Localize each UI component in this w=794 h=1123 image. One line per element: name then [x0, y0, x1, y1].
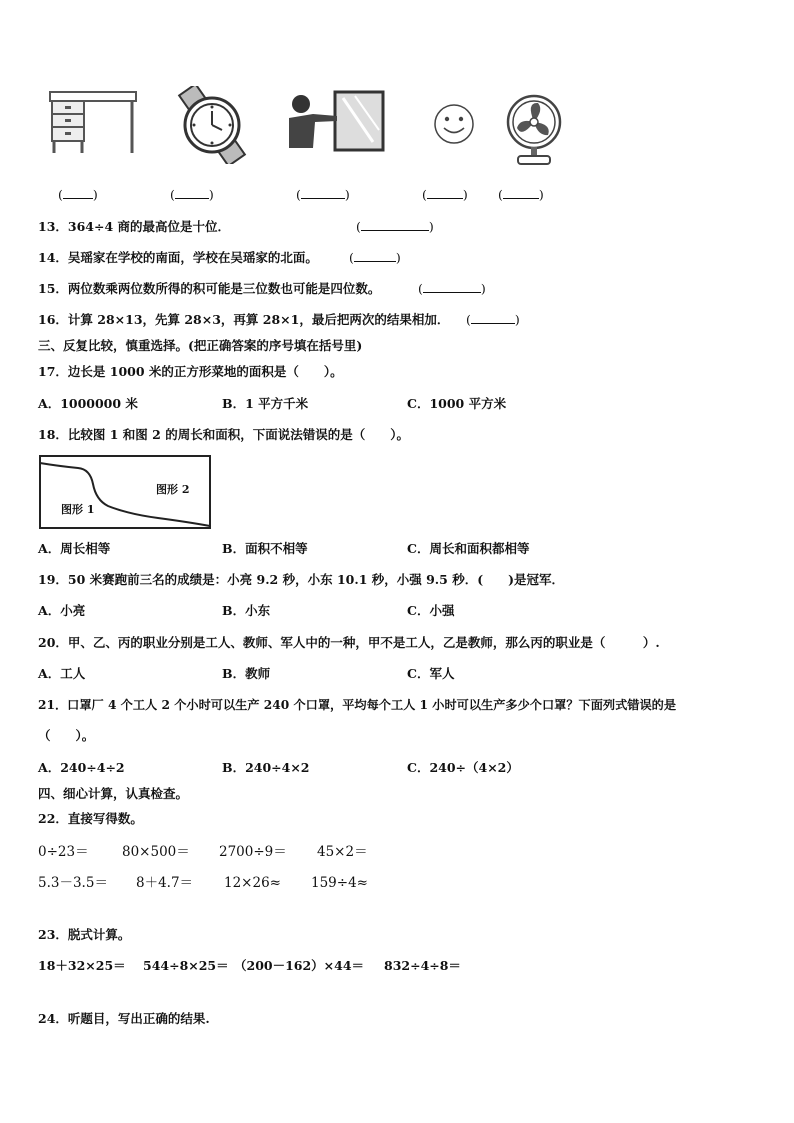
option-20-c[interactable]: C．军人	[407, 666, 455, 681]
option-19-b[interactable]: B．小东	[222, 603, 271, 618]
picture-blank-3[interactable]	[296, 186, 350, 202]
figure-1-label: 图形 1	[61, 503, 95, 516]
question-21-line-2: （ ）。	[38, 728, 95, 743]
calc-22-5: 5.3－3.5＝	[38, 875, 108, 891]
question-24: 24．听题目，写出正确的结果.	[38, 1011, 210, 1026]
blank-close: )	[538, 187, 544, 202]
question-15: 15．两位数乘两位数所得的积可能是三位数也可能是四位数。	[38, 281, 381, 296]
blank-close: )	[208, 187, 214, 202]
calc-23-3: （200－162）×44＝	[234, 958, 365, 973]
blank-close: )	[344, 187, 350, 202]
option-20-b[interactable]: B．教师	[222, 666, 271, 681]
question-22: 22．直接写得数。	[38, 811, 143, 826]
blank-open: (	[466, 312, 471, 327]
question-17: 17．边长是 1000 米的正方形菜地的面积是（ ）。	[38, 364, 343, 379]
blank-open: (	[356, 219, 361, 234]
question-16: 16．计算 28×13，先算 28×3，再算 28×1，最后把两次的结果相加．	[38, 312, 450, 327]
blank-close: )	[395, 250, 401, 265]
desk-icon	[48, 90, 140, 156]
calc-22-3: 2700÷9＝	[219, 844, 287, 860]
blank-close: )	[428, 219, 434, 234]
blank-close: )	[92, 187, 98, 202]
question-14: 14．吴瑶家在学校的南面，学校在吴瑶家的北面。	[38, 250, 318, 265]
answer-blank-13[interactable]	[356, 218, 434, 234]
blank-open: (	[58, 187, 63, 202]
blank-close: )	[480, 281, 486, 296]
picture-blank-4[interactable]	[422, 186, 468, 202]
calc-22-8: 159÷4≈	[311, 875, 368, 891]
section-3-heading: 三、反复比较，慎重选择。(把正确答案的序号填在括号里)	[38, 338, 363, 353]
calc-22-2: 80×500＝	[122, 844, 190, 860]
calc-22-6: 8＋4.7＝	[136, 875, 194, 891]
question-20: 20．甲、乙、丙的职业分别是工人、教师、军人中的一种，甲不是工人，乙是教师，那么丙的职业是（ ）.	[38, 635, 660, 650]
section-4-heading: 四、细心计算，认真检查。	[38, 786, 189, 801]
blank-close: )	[462, 187, 468, 202]
calc-22-1: 0÷23＝	[38, 844, 89, 860]
blank-close: )	[514, 312, 520, 327]
blank-open: (	[170, 187, 175, 202]
blank-open: (	[422, 187, 427, 202]
calc-23-1: 18＋32×25＝	[38, 958, 126, 973]
option-18-a[interactable]: A．周长相等	[38, 541, 111, 556]
figure-2-label: 图形 2	[156, 483, 190, 496]
answer-blank-16[interactable]	[466, 311, 520, 327]
option-17-c[interactable]: C．1000 平方米	[407, 396, 507, 411]
question-19: 19．50 米赛跑前三名的成绩是：小亮 9.2 秒，小东 10.1 秒，小强 9.5 秒．( )是冠军．	[38, 572, 565, 587]
question-13: 13．364÷4 商的最高位是十位．	[38, 219, 231, 234]
blank-open: (	[349, 250, 354, 265]
option-21-a[interactable]: A．240÷4÷2	[38, 760, 125, 775]
option-18-b[interactable]: B．面积不相等	[222, 541, 308, 556]
picture-blank-5[interactable]	[498, 186, 544, 202]
question-18: 18．比较图 1 和图 2 的周长和面积，下面说法错误的是（ ）。	[38, 427, 409, 442]
calc-22-4: 45×2＝	[317, 844, 368, 860]
blank-open: (	[498, 187, 503, 202]
option-17-b[interactable]: B．1 平方千米	[222, 396, 309, 411]
option-20-a[interactable]: A．工人	[38, 666, 86, 681]
calc-23-2: 544÷8×25＝	[143, 958, 229, 973]
answer-blank-14[interactable]	[349, 249, 401, 265]
calc-22-7: 12×26≈	[224, 875, 281, 891]
option-19-a[interactable]: A．小亮	[38, 603, 86, 618]
blank-open: (	[418, 281, 423, 296]
window-person-icon	[281, 90, 387, 154]
option-21-b[interactable]: B．240÷4×2	[222, 760, 310, 775]
option-19-c[interactable]: C．小强	[407, 603, 455, 618]
option-18-c[interactable]: C．周长和面积都相等	[407, 541, 530, 556]
question-21-line-1: 21．口罩厂 4 个工人 2 个小时可以生产 240 个口罩，平均每个工人 1 小时可以生产多少个口罩？下面列式错误的是	[38, 698, 677, 712]
blank-open: (	[296, 187, 301, 202]
question-23: 23．脱式计算。	[38, 927, 131, 942]
answer-blank-15[interactable]	[418, 280, 486, 296]
option-17-a[interactable]: A．1000000 米	[38, 396, 138, 411]
smiley-icon	[432, 102, 476, 146]
option-21-c[interactable]: C．240÷（4×2）	[407, 760, 519, 775]
picture-blank-2[interactable]	[170, 186, 214, 202]
watch-icon	[166, 86, 258, 164]
picture-blank-1[interactable]	[58, 186, 98, 202]
calc-23-4: 832÷4÷8＝	[384, 958, 461, 973]
fan-icon	[502, 94, 566, 168]
